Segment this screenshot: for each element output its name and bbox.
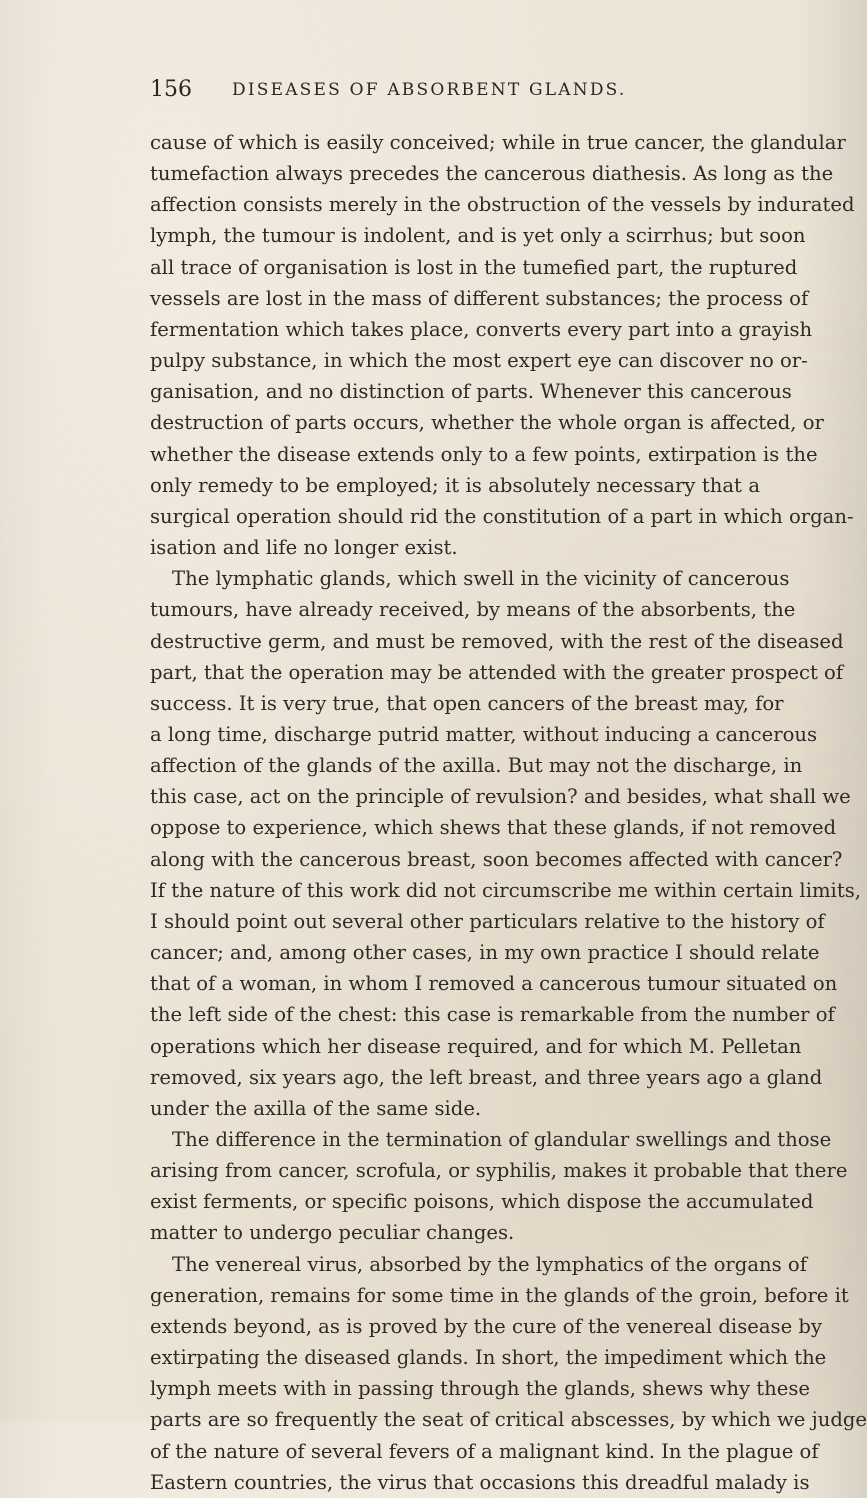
text-line: under the axilla of the same side. [150,1096,482,1120]
text-line: removed, six years ago, the left breast, and three years ago a gland [150,1065,823,1089]
paragraph [150,127,855,563]
text-line: operations which her disease required, and for which M. Pelletan [150,1034,802,1058]
text-line: affection consists merely in the obstruction of the vessels by indurated [150,193,855,217]
page-header [150,77,760,113]
text-line: ganisation, and no distinction of parts. Whenever this cancerous [150,380,792,404]
text-line: exist ferments, or specific poisons, which dispose the accumulated [150,1190,814,1214]
paragraph [150,563,861,1124]
text-line: extirpating the diseased glands. In short, the impediment which the [150,1346,827,1370]
text-line: pulpy substance, in which the most expert eye can discover no or- [150,349,808,373]
text-line: oppose to experience, which shews that these glands, if not removed [150,816,837,840]
text-line: part, that the operation may be attended with the greater prospect of [150,660,844,684]
text-line: tumefaction always precedes the cancerous diathesis. As long as the [150,162,834,186]
text-line: whether the disease extends only to a few points, extirpation is the [150,442,818,466]
text-line: I should point out several other particulars relative to the history of [150,909,825,933]
text-line: fermentation which takes place, converts every part into a grayish [150,317,813,341]
text-line: destruction of parts occurs, whether the whole organ is affected, or [150,411,824,435]
text-line: lymph, the tumour is indolent, and is yet only a scirrhus; but soon [150,224,806,248]
text-line: generation, remains for some time in the glands of the groin, before it [150,1283,849,1307]
text-line: The lymphatic glands, which swell in the vicinity of cancerous [172,567,790,591]
text-line: vessels are lost in the mass of different substances; the process of [150,286,809,310]
paragraph [150,1124,848,1249]
text-line: isation and life no longer exist. [150,536,458,560]
text-line: surgical operation should rid the constitution of a part in which organ- [150,504,854,528]
text-line: The difference in the termination of glandular swellings and those [172,1128,832,1151]
text-line: of the nature of several fevers of a malignant kind. In the plague of [150,1439,819,1463]
text-line: arising from cancer, scrofula, or syphilis, makes it probable that there [150,1159,848,1183]
text-line: extends beyond, as is proved by the cure of the venereal disease by [150,1314,823,1338]
text-line: If the nature of this work did not circumscribe me within certain limits, [150,878,861,902]
text-line: that of a woman, in whom I removed a cancerous tumour situated on [150,972,838,996]
paragraph [150,1249,867,1498]
text-line: The venereal virus, absorbed by the lymphatics of the organs of [172,1252,807,1276]
text-line: only remedy to be employed; it is absolutely necessary that a [150,473,760,497]
text-line: Eastern countries, the virus that occasions this dreadful malady is [150,1470,810,1494]
text-line: cause of which is easily conceived; while in true cancer, the glandular [150,131,846,154]
text-line: parts are so frequently the seat of critical abscesses, by which we judge [150,1408,867,1432]
text-line: cancer; and, among other cases, in my own practice I should relate [150,941,820,965]
text-line: a long time, discharge putrid matter, without inducing a cancerous [150,722,818,746]
running-head: DISEASES OF ABSORBENT GLANDS. [232,80,627,100]
text-line: affection of the glands of the axilla. But may not the discharge, in [150,754,803,778]
page-number: 156 [150,77,192,102]
text-line: this case, act on the principle of revulsion? and besides, what shall we [150,785,851,809]
text-line: the left side of the chest: this case is remarkable from the number of [150,1003,835,1027]
body-text [150,127,867,1498]
text-line: success. It is very true, that open cancers of the breast may, for [150,691,784,715]
text-line: matter to undergo peculiar changes. [150,1221,515,1245]
text-line: tumours, have already received, by means of the absorbents, the [150,598,796,622]
text-line: lymph meets with in passing through the glands, shews why these [150,1377,810,1401]
text-line: along with the cancerous breast, soon becomes affected with cancer? [150,847,843,871]
text-line: destructive germ, and must be removed, with the rest of the diseased [150,629,844,653]
text-line: all trace of organisation is lost in the tumefied part, the ruptured [150,255,798,279]
